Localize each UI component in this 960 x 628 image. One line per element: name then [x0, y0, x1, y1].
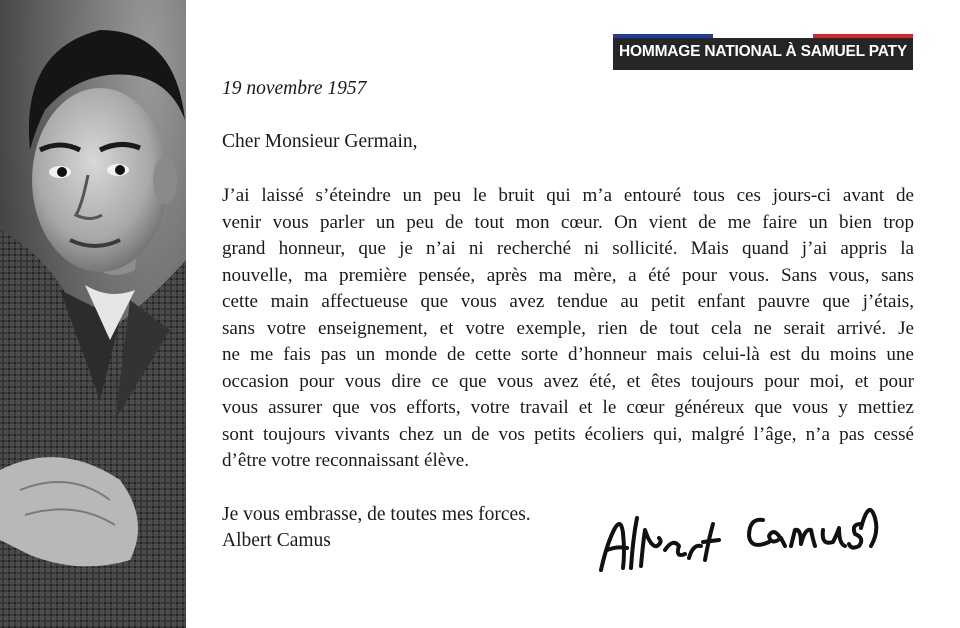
- letter-line: venir vous parler un peu de tout mon cœur. On vient de me faire un bien trop: [222, 211, 914, 233]
- flag-red: [813, 34, 913, 38]
- letter-salutation: Cher Monsieur Germain,: [222, 131, 418, 152]
- letter-line: sans votre enseignement, et votre exemple, rien de tout cela ne serait arrivé. Je: [222, 317, 914, 339]
- letter-line: nouvelle, ma première pensée, après ma mère, a été pour vous. Sans vous, sans: [222, 264, 914, 286]
- letter-line: occasion pour vous dire ce que vous avez été, et êtes toujours pour moi, et pour: [222, 370, 914, 392]
- letter-body: [222, 183, 914, 475]
- flag-blue: [613, 34, 713, 38]
- french-flag-stripe: [613, 34, 913, 38]
- banner-title: HOMMAGE NATIONAL À SAMUEL PATY: [619, 43, 907, 60]
- letter-line: ne me fais pas un monde de cette sorte d’honneur mais celui-là est du moins une: [222, 344, 914, 365]
- letter-closing: Je vous embrasse, de toutes mes forces.: [222, 504, 531, 525]
- hommage-banner: [613, 34, 913, 70]
- letter-date: 19 novembre 1957: [222, 78, 367, 99]
- letter-line: vous assurer que vos efforts, votre travail et le cœur généreux que vous y mettiez: [222, 397, 914, 418]
- letter-line: d’être votre reconnaissant élève.: [222, 450, 470, 471]
- handwritten-signature: [593, 488, 893, 578]
- letter-line: grand honneur, que je n’ai ni recherché ni sollicité. Mais quand j’ai appris la: [222, 238, 914, 259]
- letter-line: sont toujours vivants chez un de vos petits écoliers qui, malgré l’âge, n’a pas cessé: [222, 423, 914, 445]
- letter-line: cette main affectueuse que vous avez tendue au petit enfant pauvre que j’étais,: [222, 291, 914, 312]
- letter-line: J’ai laissé s’éteindre un peu le bruit qui m’a entouré tous ces jours-ci avant de: [222, 185, 914, 206]
- flag-white: [713, 34, 813, 38]
- portrait-photo: [0, 0, 186, 628]
- letter-signer: Albert Camus: [222, 530, 331, 551]
